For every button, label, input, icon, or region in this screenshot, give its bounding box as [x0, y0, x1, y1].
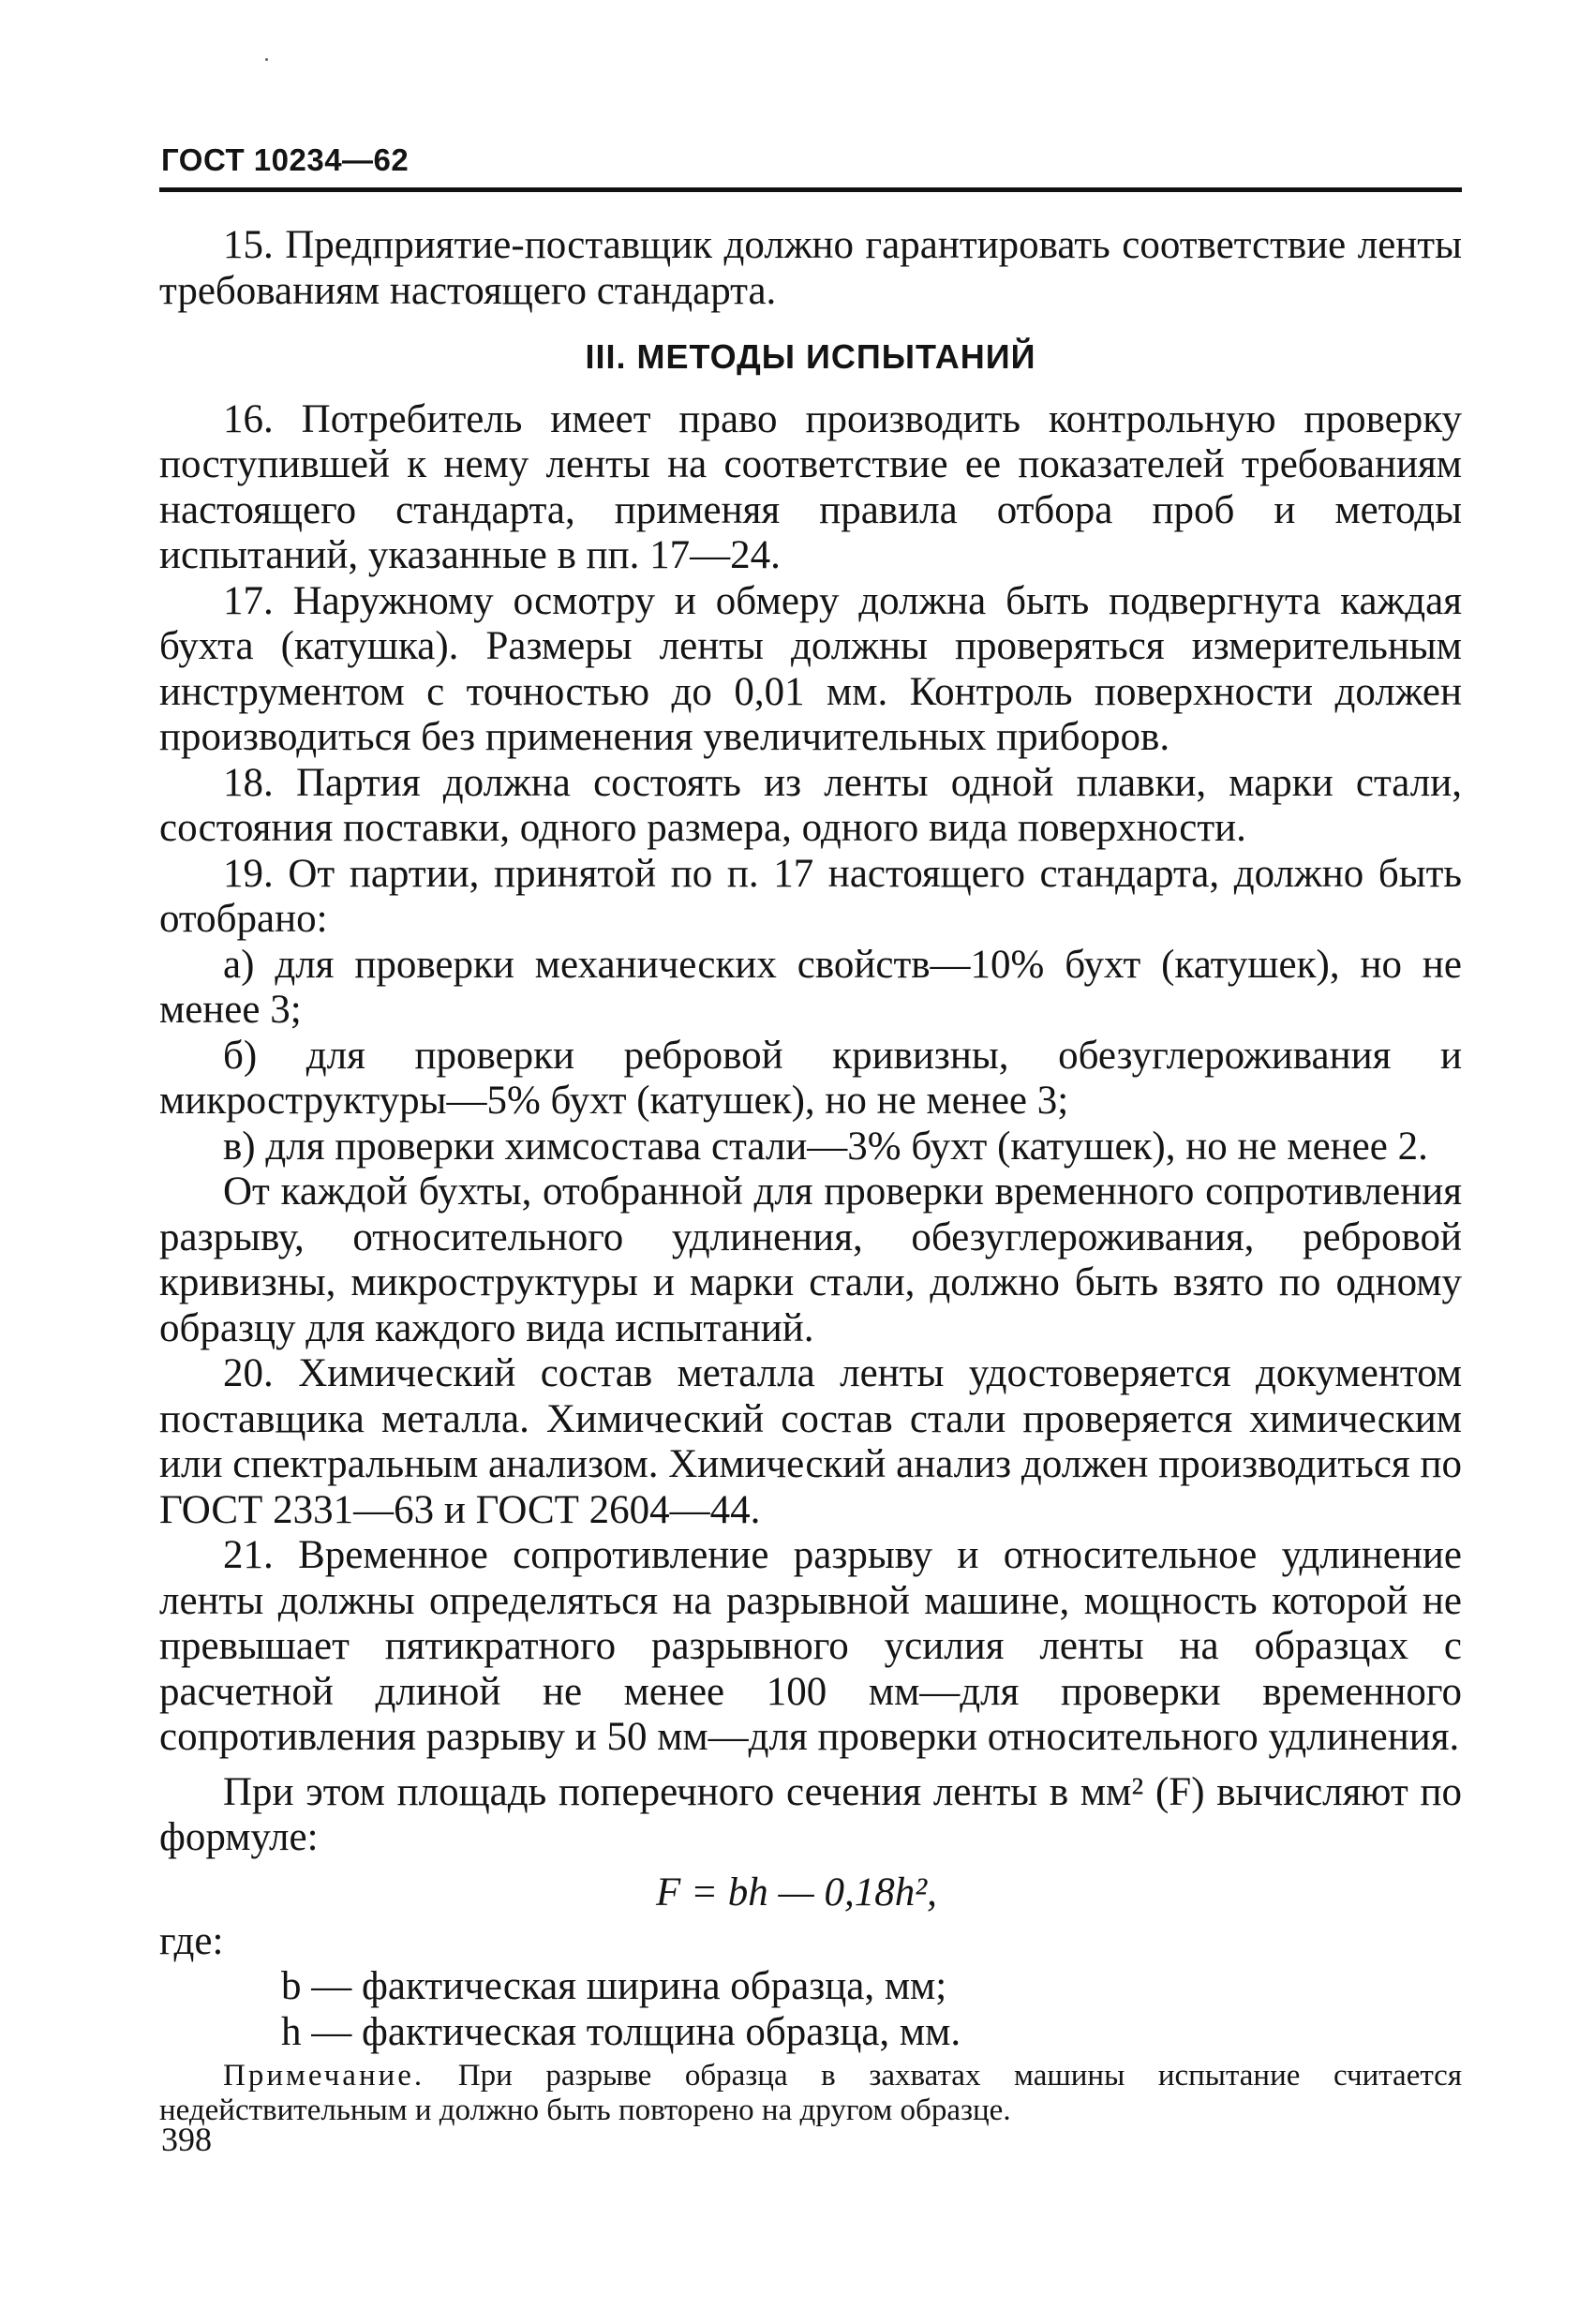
paragraph-21: 21. Временное сопротивление разрыву и относительное удлинение ленты должны определяться на разрывной машине, мощность которой не превышает пятикратного разрывного усилия ленты на образцах с расчетной длиной не менее 100 мм—для проверки временного сопротивления разрыву и 50 мм—для проверки относительного удлинения. — [159, 1533, 1462, 1759]
document-body — [159, 223, 1462, 2128]
paragraph-19a: а) для проверки механических свойств—10% бухт (катушек), но не менее 3; — [159, 942, 1462, 1032]
scan-speck — [265, 58, 268, 61]
paragraph-15: 15. Предприятие-поставщик должно гарантировать соответствие ленты требованиям настоящего стандарта. — [159, 223, 1462, 313]
area-formula: F = bh — 0,18h², — [656, 1870, 937, 1914]
section-heading: III. МЕТОДЫ ИСПЫТАНИЙ — [585, 337, 1036, 376]
definition-h: h — фактическая толщина образца, мм. — [281, 2009, 961, 2054]
note — [159, 2059, 1462, 2128]
page-number: 398 — [161, 2121, 212, 2158]
paragraph-18: 18. Партия должна состоять из ленты одной плавки, марки стали, состояния поставки, одного размера, одного вида поверхности. — [159, 760, 1462, 850]
paragraph-17: 17. Наружному осмотру и обмеру должна быть подвергнута каждая бухта (катушка). Размеры ленты должны проверяться измерительным инструментом с точностью до 0,01 мм. Контроль поверхности должен производиться без применения увеличительных приборов. — [159, 578, 1462, 759]
paragraph-16: 16. Потребитель имеет право производить контрольную проверку поступившей к нему ленты на соответствие ее показателей требованиям настоящего стандарта, применяя правила отбора проб и методы испытаний, указанные в пп. 17—24. — [159, 396, 1462, 577]
where-label: где: — [159, 1918, 224, 1963]
note-text: При разрыве образца в захватах машины испытание считается недействительным и должно быть повторено на другом образце. — [159, 2059, 1462, 2127]
formula-intro: При этом площадь поперечного сечения ленты в мм² (F) вычисляют по формуле: — [159, 1769, 1462, 1859]
paragraph-19c: в) для проверки химсостава стали—3% бухт (катушек), но не менее 2. — [223, 1124, 1428, 1169]
paragraph-19b: б) для проверки ребровой кривизны, обезуглероживания и микроструктуры—5% бухт (катушек), но не менее 3; — [159, 1033, 1462, 1123]
paragraph-19-sampling: От каждой бухты, отобранной для проверки временного сопротивления разрыву, относительного удлинения, обезуглероживания, ребровой кривизны, микроструктуры и марки стали, должно быть взято по одному образцу для каждого вида испытаний. — [159, 1169, 1462, 1350]
note-label: Примечание. — [223, 2059, 425, 2093]
definition-b: b — фактическая ширина образца, мм; — [281, 1964, 947, 2008]
paragraph-20: 20. Химический состав металла ленты удостоверяется документом поставщика металла. Химический состав стали проверяется химическим или спектральным анализом. Химический анализ должен производиться по ГОСТ 2331—63 и ГОСТ 2604—44. — [159, 1351, 1462, 1532]
paragraph-19: 19. От партии, принятой по п. 17 настоящего стандарта, должно быть отобрано: — [159, 851, 1462, 941]
document-header: ГОСТ 10234—62 — [161, 142, 410, 177]
header-rule — [159, 187, 1462, 192]
